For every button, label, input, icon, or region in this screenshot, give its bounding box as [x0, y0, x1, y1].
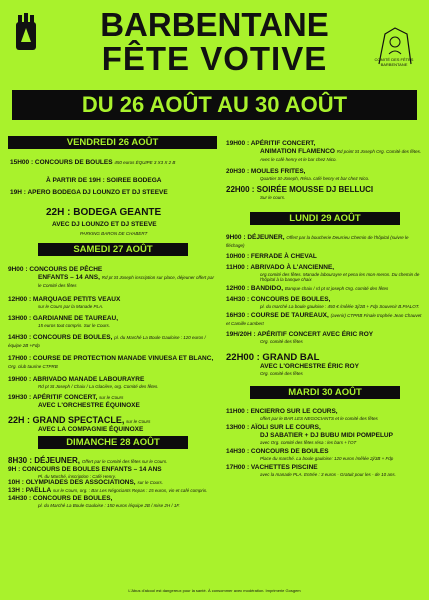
- town-title: BARBENTANE: [100, 6, 329, 43]
- event: 19H : APERO BODEGA DJ LOUNZO ET DJ STEEVE: [10, 189, 168, 196]
- event: AVEC L'ORCHESTRE ÉRIC ROY: [260, 363, 359, 370]
- event-detail: org.comité des fêtes. Manade labourayre et pena les mon-meros. Du chemin de l'hôpital à la banque chaix: [260, 272, 420, 282]
- event-detail: Org. comité des fêtes: [260, 339, 303, 344]
- event: 13H00 : GARDIANNE DE TAUREAU,: [8, 315, 119, 322]
- event-detail: Sur le cours.: [260, 195, 286, 200]
- event: 22H00 : SOIRÉE MOUSSE DJ BELLUCI: [226, 185, 374, 194]
- event: 19H00 : ABRIVADO MANADE LABOURAYRE: [8, 376, 145, 383]
- event: 9H00 : DÉJEUNER, Offert par la boucherie Deurrieu Chemin de l'hôpital (suivre le fléchage): [226, 234, 409, 248]
- event: 15H00 : CONCOURS DE BOULES 450 euros ÉQUIPE 3 X3 X 2 B: [10, 159, 176, 166]
- event-detail: pl. du marché La boule gauloise : 450 € /mêlée 3j/2B + Fdp Souvenir B.PIALOT.: [260, 304, 420, 309]
- event: 12H00 : MARQUAGE PETITS VEAUX: [8, 296, 121, 303]
- event: 11H00 : ENCIERRO SUR LE COURS,: [226, 408, 338, 415]
- day-header-tuesday: MARDI 30 AOÛT: [250, 386, 400, 399]
- event: 14H30 : CONCOURS DE BOULES, pl. du Marché La Boule Gauloise : 120 euros /équipe 2B +Fdp: [8, 334, 206, 348]
- event: 19H/20H : APÉRITIF CONCERT AVEC ÉRIC ROY: [226, 331, 374, 338]
- comite-caption: COMITÉ DES FÊTES BARBENTANE: [374, 57, 414, 67]
- day-header-friday: VENDREDI 26 AOÛT: [8, 136, 217, 149]
- event: AVEC DJ LOUNZO ET DJ STEEVE: [52, 221, 157, 228]
- event: DJ SABATIER + DJ BUBU MIDI POMPELUP: [260, 432, 393, 439]
- event: 10H00 : FERRADE À CHEVAL: [226, 253, 317, 260]
- event: 17H00 : VACHETTES PISCINE: [226, 464, 318, 471]
- date-range-banner: DU 26 AOÛT AU 30 AOÛT: [12, 90, 417, 120]
- event: ENFANTS – 14 ANS, Rd pt St Joseph inscription sur place, déjeuner offert par le Comité des fêtes: [38, 274, 215, 288]
- sunday-evening-section: [226, 140, 423, 200]
- event-detail: offert par le BAR LES NEGOCIANTS et le comité des fêtes: [260, 416, 378, 421]
- event: 10H : OLYMPIADES DES ASSOCIATIONS, sur le Cours.: [8, 479, 163, 486]
- event: 11H00 : ABRIVADO À L'ANCIENNE,: [226, 264, 335, 271]
- event-detail: Place du marché. La boule gauloise: 120 euros /mêlée 2j/3B + Fdp: [260, 456, 394, 461]
- tuesday-section: [226, 404, 423, 477]
- event: 22H : GRAND SPECTACLE, sur le Cours: [8, 415, 151, 425]
- event-detail: pl. du Marché La Boule Gauloise : 150 euros /équipe 2B / mise 2H / 1F.: [38, 503, 180, 508]
- event: 22H : BODEGA GEANTE: [46, 207, 162, 218]
- event-detail: avec la manade PLA. Entrée : 3 euros · Gratuit pour les - de 10 ans.: [260, 472, 396, 477]
- event: 14H30 : CONCOURS DE BOULES,: [226, 296, 331, 303]
- monday-section: [226, 230, 423, 376]
- sunday-section: [8, 453, 217, 508]
- day-header-sunday: DIMANCHE 28 AOÛT: [38, 436, 188, 449]
- event: 13H00 : AÏOLI SUR LE COURS,: [226, 424, 321, 431]
- footer-disclaimer: L'Abus d'alcool est dangereux pour la santé. À consommer avec modération. Imprimerie Gosgem: [128, 588, 301, 593]
- day-header-saturday: SAMEDI 27 AOÛT: [38, 243, 188, 256]
- event: 20H30 : MOULES FRITES,: [226, 168, 306, 175]
- event-detail: 15 euros tout compris. Sur le Cours.: [38, 323, 111, 328]
- event: AVEC L'ORCHESTRE ÉQUINOXE: [38, 402, 140, 409]
- event: 19H30 : APÉRITIF CONCERT, sur le Cours: [8, 394, 124, 401]
- event: 19H00 : APÉRITIF CONCERT,: [226, 140, 316, 147]
- event-detail: Pl. du Marché, inscription : Café Henry.: [38, 474, 116, 479]
- event: 14H30 : CONCOURS DE BOULES: [226, 448, 329, 455]
- event-detail: avec Org. comité des fêtes résa : les bars + l'OT: [260, 440, 357, 445]
- event-detail: Rd pt St Joseph / Chaix / La Glacière, org. Comité des fêtes.: [38, 384, 159, 389]
- left-column: [8, 136, 217, 508]
- event: 16H30 : COURSE DE TAUREAUX, (avenir) CTPRB Finale trophée Jean Chauvet et Camille Lambert: [226, 312, 422, 326]
- event-detail: Quartier St-Joseph, Résa. café henry et bar chez Nico.: [260, 176, 370, 181]
- event: 14H30 : CONCOURS DE BOULES,: [8, 495, 113, 502]
- event-detail: Org. comité des fêtes: [260, 371, 303, 376]
- event: 17H00 : COURSE DE PROTECTION MANADE VINUESA ET BLANC, Org. club taurine CTPRB: [8, 355, 214, 369]
- event: 8H30 : DÉJEUNER, Offert par le Comité des fêtes sur le Cours.: [8, 456, 168, 465]
- event-title: FÊTE VOTIVE: [101, 40, 328, 77]
- event: 22H00 : GRAND BAL: [226, 352, 320, 363]
- event-detail: PARKING BARON DE CHABERT: [80, 231, 148, 236]
- event: ANIMATION FLAMENCO Rd point St Joseph Org. Comité des fêtes. Avec le café henry et le bar chez Nico.: [260, 148, 422, 162]
- event: À PARTIR DE 19H : SOIREE BODEGA: [46, 177, 162, 184]
- day-header-monday: LUNDI 29 AOÛT: [250, 212, 400, 225]
- event: 12H00 : BANDIDO, Banque chaix / rd pt st joseph Org. comité des fêtes: [226, 285, 389, 292]
- event: 9H : CONCOURS DE BOULES ENFANTS – 14 ANS: [8, 466, 162, 473]
- event: AVEC LA COMPAGNIE ÉQUINOXE: [38, 426, 144, 433]
- event: 13H : PAËLLA sur le Cours, org. : Bar Les Négociants Repas : 15 euros, vin et café compris.: [8, 487, 208, 494]
- saturday-section: [8, 261, 217, 434]
- event-detail: sur le Cours par la Manade PLA.: [38, 304, 104, 309]
- event: 9H00 : CONCOURS DE PÊCHE: [8, 266, 103, 273]
